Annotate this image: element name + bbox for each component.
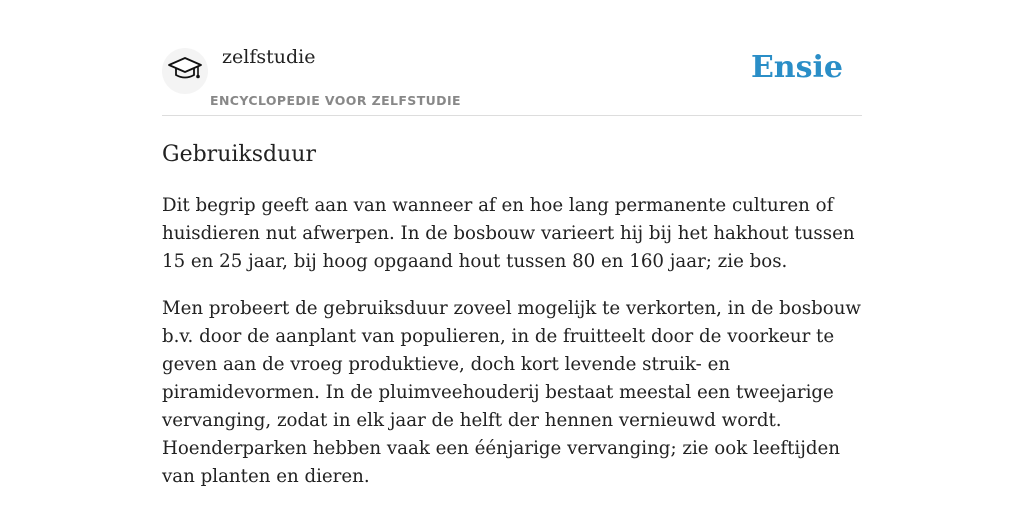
site-tagline: ENCYCLOPEDIE VOOR ZELFSTUDIE [210, 93, 461, 108]
article-paragraph: Men probeert de gebruiksduur zoveel mogelijk te verkorten, in de bosbouw b.v. door de aanplant van populieren, in de fruitteelt door de voorkeur te geven aan de vroeg produktieve, doch kort levende struik- en piramidevormen. In de pluimveehouderij bestaat meestal een tweejarige vervanging, zodat in elk jaar de helft der hennen vernieuwd wordt. Hoenderparken hebben vaak een éénjarige vervanging; zie ook leeftijden van planten en dieren. [162, 298, 861, 487]
site-logo[interactable] [162, 48, 208, 94]
site-name[interactable]: zelfstudie [222, 46, 316, 68]
article-paragraph: Dit begrip geeft aan van wanneer af en hoe lang permanente culturen of huisdieren nut afwerpen. In de bosbouw varieert hij bij het hakhout tussen 15 en 25 jaar, bij hoog opgaand hout tussen 80 en 160 jaar; zie bos. [162, 195, 855, 272]
page [162, 0, 862, 491]
graduation-cap-icon [167, 55, 203, 87]
article-title: Gebruiksduur [162, 142, 316, 167]
ensie-brand-link[interactable]: Ensie [750, 50, 843, 85]
site-header [162, 0, 862, 116]
